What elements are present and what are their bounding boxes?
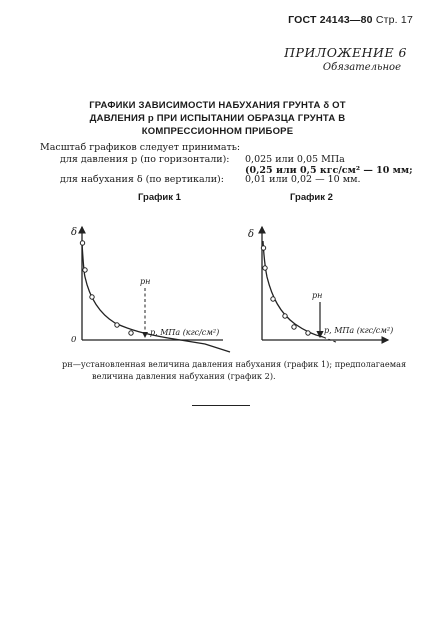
note-line-1: pн—установленная величина давления набухания (график 1); предполагаемая — [62, 359, 407, 369]
pressure-scale-value: 0,025 или 0,05 МПа — [245, 154, 345, 165]
section-title-line-1: ГРАФИКИ ЗАВИСИМОСТИ НАБУХАНИЯ ГРУНТА δ ОТ — [89, 100, 346, 111]
graph-1-point — [80, 241, 84, 245]
pressure-scale-value-alt: (0,25 или 0,5 кгс/см² — 10 мм; — [245, 165, 413, 176]
appendix-status: Обязательное — [322, 62, 401, 73]
swelling-scale-value: 0,01 или 0,02 — 10 мм. — [245, 174, 361, 185]
graph-2-y-label: δ — [248, 229, 255, 240]
graph-1-title: График 1 — [138, 192, 181, 203]
graph-1-y-label: δ — [71, 227, 78, 238]
page-number: Стр. 17 — [375, 14, 413, 26]
section-title-line-2: ДАВЛЕНИЯ p ПРИ ИСПЫТАНИИ ОБРАЗЦА ГРУНТА В — [89, 113, 346, 124]
section-title-line-3: КОМПРЕССИОННОМ ПРИБОРЕ — [141, 126, 294, 137]
graph-2-point — [283, 314, 287, 318]
graph-2-point — [263, 266, 267, 270]
graph-2-point — [306, 331, 310, 335]
graph-1-point — [129, 331, 133, 335]
graph-1-origin-label: 0 — [71, 335, 77, 345]
end-rule — [192, 405, 250, 406]
note-line-2: величина давления набухания (график 2). — [92, 371, 276, 381]
graph-2-point — [261, 246, 265, 250]
graph-1-x-label: p, МПа (кгс/см²) — [150, 328, 220, 337]
scale-heading: Масштаб графиков следует принимать: — [40, 142, 241, 153]
graph-2 — [240, 215, 415, 355]
graph-2-point — [292, 325, 296, 329]
standard-number: ГОСТ 24143—80 — [288, 14, 373, 26]
page-header — [288, 14, 413, 26]
graph-2-title: График 2 — [290, 192, 333, 203]
graph-1-point — [90, 295, 94, 299]
graph-2-marker-label: pн — [312, 291, 323, 300]
graph-1-point — [83, 268, 87, 272]
swelling-scale-label: для набухания δ (по вертикали): — [60, 174, 224, 185]
graph-1 — [55, 215, 235, 355]
appendix-title: ПРИЛОЖЕНИЕ 6 — [284, 45, 407, 60]
graph-1-marker-label: pн — [140, 277, 151, 286]
graph-2-point — [271, 297, 275, 301]
graph-2-curve — [263, 241, 323, 337]
graph-1-point — [115, 323, 119, 327]
pressure-scale-label: для давления p (по горизонтали): — [60, 154, 230, 165]
graph-2-x-label: p, МПа (кгс/см²) — [324, 326, 394, 335]
graph-2-points — [261, 246, 310, 335]
